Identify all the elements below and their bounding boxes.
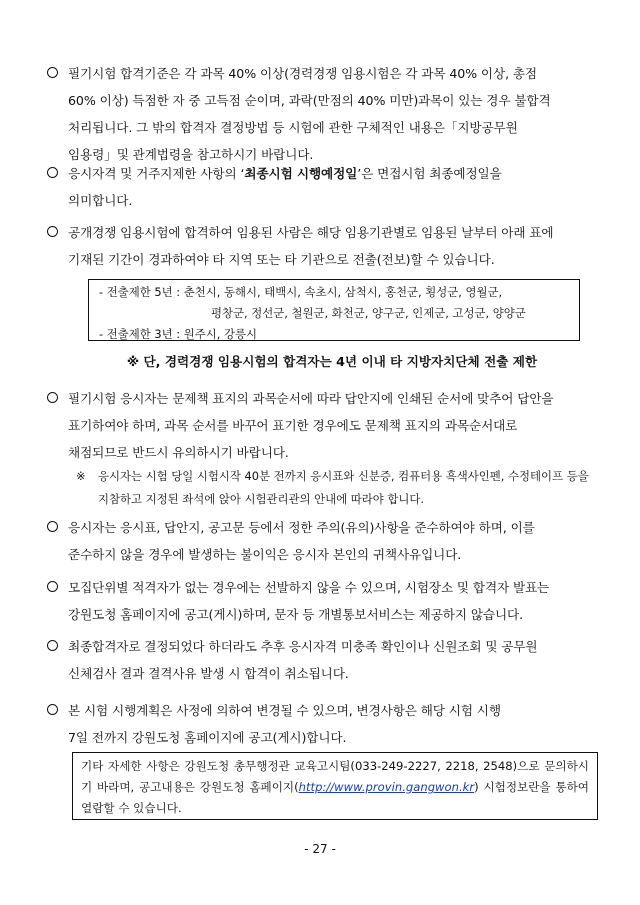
item-line: 필기시험 응시자는 문제책 표지의 과목순서에 따라 답안지에 인쇄된 순서에 맞추어 답안을 bbox=[68, 391, 554, 406]
notice-item-passing-criteria bbox=[68, 60, 596, 168]
item-line: 7일 전까지 강원도청 홈페이지에 공고(게시)합니다. bbox=[68, 730, 347, 745]
item-line: 표기하여야 하며, 과목 순서를 바꾸어 표기한 경우에도 문제책 표지의 과목순서대로 bbox=[68, 418, 518, 433]
transfer-5yr-row-continued: 평창군, 정선군, 철원군, 화천군, 양구군, 인제군, 고성군, 양양군 bbox=[211, 306, 526, 320]
contact-text: 기타 자세한 사항은 강원도청 총무행정관 교육고시팀(033-249-2227, 2218, 2548)으로 문의하시기 바라며, 공고내용은 강원도청 홈페이지( bbox=[81, 759, 589, 794]
item-line: 채점되므로 반드시 유의하시기 바랍니다. bbox=[68, 445, 289, 460]
circle-bullet-icon bbox=[47, 704, 58, 715]
item-line: 60% 이상) 득점한 자 중 고득점 순이며, 과락(만점의 40% 미만)과목이 있는 경우 불합격 bbox=[68, 93, 551, 108]
item-line: 기재된 기간이 경과하여야 타 지역 또는 타 기관으로 전출(전보)할 수 있습니다. bbox=[68, 252, 495, 267]
item-line: 강원도청 홈페이지에 공고(게시)하며, 문자 등 개별통보서비스는 제공하지 않습니다. bbox=[68, 607, 523, 622]
item-line: 응시자는 응시표, 답안지, 공고문 등에서 정한 주의(유의)사항을 준수하여야 하며, 이를 bbox=[68, 520, 535, 535]
item-line: 필기시험 합격기준은 각 과목 40% 이상(경력경쟁 임용시험은 각 과목 40% 이상, 총점 bbox=[68, 66, 538, 81]
notice-item-announcement bbox=[68, 574, 596, 628]
item-line: 신체검사 결과 결격사유 발생 시 합격이 취소됩니다. bbox=[68, 666, 349, 681]
notice-item-plan-changes bbox=[68, 697, 596, 751]
item-line: 본 시험 시행계획은 사정에 의하여 변경될 수 있으며, 변경사항은 해당 시험 시행 bbox=[68, 703, 501, 718]
exam-day-note bbox=[76, 465, 600, 511]
item-line: 모집단위별 적격자가 없는 경우에는 선발하지 않을 수 있으며, 시험장소 및 합격자 발표는 bbox=[68, 580, 550, 595]
item-line: 응시자격 및 거주지제한 사항의 ‘최종시험 시행예정일’은 면접시험 최종예정일을 bbox=[68, 166, 502, 181]
notice-item-precautions bbox=[68, 514, 596, 568]
circle-bullet-icon bbox=[47, 226, 58, 237]
circle-bullet-icon bbox=[47, 640, 58, 651]
homepage-link[interactable]: http://www.provin.gangwon.kr bbox=[298, 780, 475, 794]
circle-bullet-icon bbox=[47, 67, 58, 78]
reference-mark: ※ bbox=[76, 469, 86, 483]
circle-bullet-icon bbox=[47, 392, 58, 403]
item-line: 처리됩니다. 그 밖의 합격자 결정방법 등 시험에 관한 구체적인 내용은「지방공무원 bbox=[68, 120, 518, 135]
circle-bullet-icon bbox=[47, 581, 58, 592]
item-line: 준수하지 않을 경우에 발생하는 불이익은 응시자 본인의 귀책사유입니다. bbox=[68, 547, 462, 562]
transfer-5yr-row: - 전출제한 5년 : 춘천시, 동해시, 태백시, 속초시, 삼척시, 홍천군, 횡성군, 영월군, bbox=[99, 285, 503, 299]
note-text: 응시자는 시험 당일 시험시작 40분 전까지 응시표와 신분증, 컴퓨터용 흑색사인펜, 수정테이프 등을 지참하고 지정된 좌석에 앉아 시험관리관의 안내에 따라야 합니다. bbox=[98, 469, 589, 506]
circle-bullet-icon bbox=[47, 521, 58, 532]
circle-bullet-icon bbox=[47, 167, 58, 178]
transfer-restriction-box bbox=[88, 279, 580, 341]
item-line: 임용령」및 관계법령을 참고하시기 바랍니다. bbox=[68, 147, 314, 162]
page-number: - 27 - bbox=[304, 842, 336, 856]
item-line: 최종합격자로 결정되었다 하더라도 추후 응시자격 미충족 확인이나 신원조회 및 공무원 bbox=[68, 639, 538, 654]
item-line: 의미합니다. bbox=[68, 193, 133, 208]
item-line: 공개경쟁 임용시험에 합격하여 임용된 사람은 해당 임용기관별로 임용된 날부터 아래 표에 bbox=[68, 225, 554, 240]
notice-item-eligibility-date bbox=[68, 160, 596, 214]
notice-item-cancellation bbox=[68, 633, 596, 687]
transfer-3yr-row: - 전출제한 3년 : 원주시, 강릉시 bbox=[99, 327, 257, 341]
notice-item-answer-order bbox=[68, 385, 596, 466]
emphasized-text: 최종시험 시행예정일 bbox=[244, 166, 358, 181]
contact-text-end: ) 시험정보란을 통하여 열람할 수 있습니다. bbox=[81, 780, 589, 815]
career-exam-transfer-note: ※ 단, 경력경쟁 임용시험의 합격자는 4년 이내 타 지방자치단체 전출 제한 bbox=[126, 354, 538, 369]
notice-item-transfer-restriction bbox=[68, 219, 596, 273]
contact-info-box bbox=[72, 752, 598, 820]
